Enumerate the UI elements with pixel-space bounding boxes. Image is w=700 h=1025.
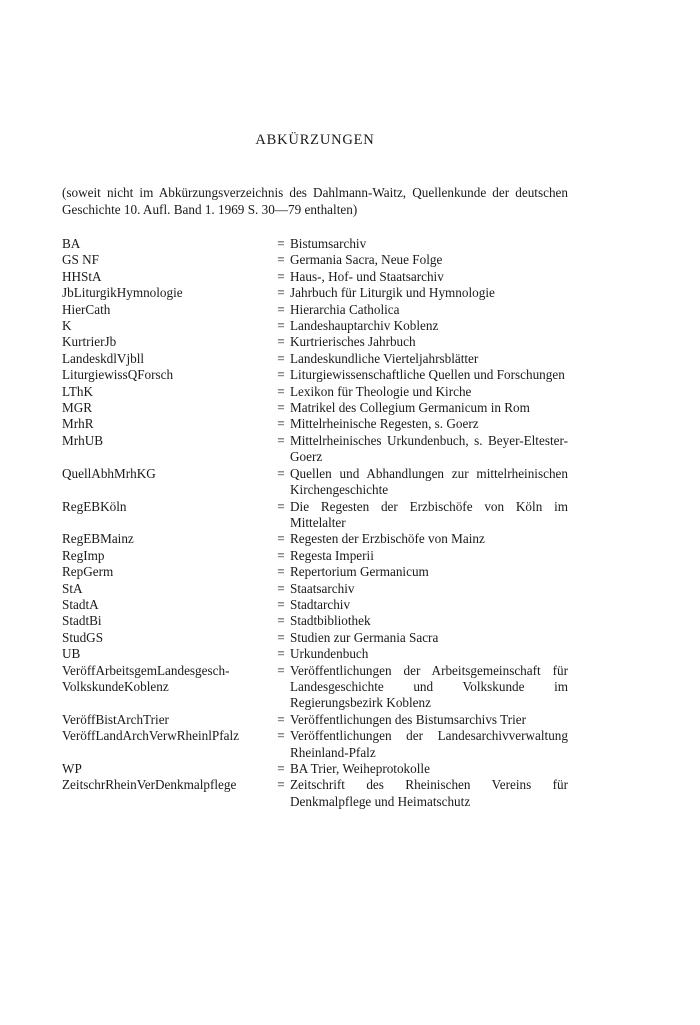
abbreviation-row <box>62 367 568 383</box>
abbreviation-term: RegEBMainz <box>62 531 134 547</box>
abbreviation-definition: Zeitschrift des Rheinischen Vereins für Denkmalpflege und Heimatschutz <box>290 777 568 809</box>
abbreviation-term: LiturgiewissQForsch <box>62 367 174 383</box>
page-title: ABKÜRZUNGEN <box>255 132 375 148</box>
equals-sign: = <box>277 564 285 580</box>
equals-sign: = <box>277 728 285 744</box>
abbreviation-row <box>62 564 568 580</box>
abbreviation-term: MrhUB <box>62 432 104 448</box>
abbreviation-term: ZeitschrRheinVerDenkmalpflege <box>62 777 237 793</box>
abbreviation-row <box>62 252 568 268</box>
abbreviation-definition: Lexikon für Theologie und Kirche <box>290 383 472 399</box>
abbreviation-row <box>62 646 568 662</box>
abbreviation-definition: Bistumsarchiv <box>290 236 367 251</box>
equals-sign: = <box>277 367 285 383</box>
abbreviation-term: VeröffArbeitsgemLandesgesch- VolkskundeKoblenz <box>62 662 230 694</box>
abbreviation-term: MrhR <box>62 416 94 432</box>
abbreviation-term: K <box>62 318 72 334</box>
abbreviation-row <box>62 236 568 252</box>
abbreviation-definition: Quellen und Abhandlungen zur mittelrheinischen Kirchengeschichte <box>290 465 568 498</box>
equals-sign: = <box>277 465 285 481</box>
abbreviation-row <box>62 466 568 499</box>
abbreviation-row <box>62 433 568 466</box>
equals-sign: = <box>277 547 285 563</box>
abbreviation-definition: Jahrbuch für Liturgik und Hymnologie <box>290 285 495 301</box>
abbreviation-term: StadtBi <box>62 613 102 629</box>
abbreviation-term: RepGerm <box>62 564 114 580</box>
equals-sign: = <box>277 383 285 399</box>
equals-sign: = <box>277 318 285 334</box>
abbreviation-definition: Die Regesten der Erzbischöfe von Köln im Mittelalter <box>290 498 568 530</box>
abbreviation-row <box>62 548 568 564</box>
abbreviation-row <box>62 712 568 728</box>
abbreviation-row <box>62 613 568 629</box>
abbreviation-row <box>62 777 568 810</box>
abbreviation-row <box>62 531 568 547</box>
equals-sign: = <box>277 580 285 596</box>
equals-sign: = <box>277 268 285 284</box>
abbreviation-definition: Regesten der Erzbischöfe von Mainz <box>290 531 485 547</box>
abbreviation-term: StA <box>62 580 83 596</box>
abbreviation-row <box>62 285 568 301</box>
abbreviation-row <box>62 416 568 432</box>
abbreviation-row <box>62 384 568 400</box>
equals-sign: = <box>277 334 285 350</box>
abbreviation-term: HHStA <box>62 268 102 284</box>
equals-sign: = <box>277 301 285 317</box>
abbreviation-definition: Veröffentlichungen der Arbeitsgemeinschaft für Landesgeschichte und Volkskunde im Regierungsbezirk Koblenz <box>290 662 568 711</box>
abbreviation-definition: Regesta Imperii <box>290 547 374 563</box>
abbreviation-definition: Kurtrierisches Jahrbuch <box>290 334 416 350</box>
abbreviation-definition: Mittelrheinische Regesten, s. Goerz <box>290 416 479 432</box>
abbreviation-definition: Stadtarchiv <box>290 596 351 612</box>
equals-sign: = <box>277 531 285 547</box>
abbreviation-definition: Germania Sacra, Neue Folge <box>290 252 443 268</box>
equals-sign: = <box>277 711 285 727</box>
abbreviation-row <box>62 400 568 416</box>
abbreviation-definition: Stadtbibliothek <box>290 613 371 629</box>
abbreviation-row <box>62 581 568 597</box>
abbreviation-term: StadtA <box>62 596 99 612</box>
abbreviation-term: LandeskdlVjbll <box>62 350 145 366</box>
abbreviation-row <box>62 269 568 285</box>
abbreviation-row <box>62 663 568 712</box>
equals-sign: = <box>277 498 285 514</box>
equals-sign: = <box>277 777 285 793</box>
abbreviation-term: HierCath <box>62 301 111 317</box>
abbreviation-term: VeröffBistArchTrier <box>62 711 169 727</box>
abbreviation-definition: Haus-, Hof- und Staatsarchiv <box>290 268 444 284</box>
abbreviation-definition: Mittelrheinisches Urkundenbuch, s. Beyer-Eltester-Goerz <box>290 432 568 465</box>
abbreviation-term: VeröffLandArchVerwRheinlPfalz <box>62 728 239 744</box>
abbreviation-term: StudGS <box>62 629 104 645</box>
equals-sign: = <box>277 432 285 448</box>
abbreviation-definition: Landeshauptarchiv Koblenz <box>290 318 439 334</box>
abbreviation-row <box>62 597 568 613</box>
equals-sign: = <box>277 629 285 645</box>
equals-sign: = <box>277 400 285 416</box>
abbreviation-term: LThK <box>62 383 94 399</box>
abbreviation-term: JbLiturgikHymnologie <box>62 285 183 301</box>
equals-sign: = <box>277 416 285 432</box>
abbreviation-definition: BA Trier, Weiheprotokolle <box>290 761 430 776</box>
abbreviation-row <box>62 318 568 334</box>
abbreviation-term: GS NF <box>62 252 100 268</box>
abbreviation-row <box>62 728 568 761</box>
abbreviation-row <box>62 351 568 367</box>
abbreviation-term: KurtrierJb <box>62 334 117 350</box>
abbreviation-term: WP <box>62 761 82 776</box>
abbreviation-term: RegEBKöln <box>62 498 127 514</box>
equals-sign: = <box>277 662 285 678</box>
equals-sign: = <box>277 596 285 612</box>
abbreviation-term: MGR <box>62 400 93 416</box>
abbreviation-row <box>62 630 568 646</box>
equals-sign: = <box>277 350 285 366</box>
abbreviation-term: RegImp <box>62 547 105 563</box>
abbreviation-term: QuellAbhMrhKG <box>62 465 156 481</box>
equals-sign: = <box>277 761 285 776</box>
equals-sign: = <box>277 285 285 301</box>
abbreviation-row <box>62 334 568 350</box>
intro-note: (soweit nicht im Abkürzungsverzeichnis des Dahlmann-Waitz, Quellenkunde der deutschen Geschichte 10. Aufl. Band 1. 1969 S. 30—79 enthalten) <box>62 185 568 217</box>
equals-sign: = <box>277 252 285 268</box>
abbreviation-definition: Liturgiewissenschaftliche Quellen und Forschungen <box>290 367 565 383</box>
abbreviation-definition: Landeskundliche Vierteljahrsblätter <box>290 350 479 366</box>
abbreviation-definition: Studien zur Germania Sacra <box>290 629 439 645</box>
abbreviation-term: BA <box>62 236 81 251</box>
abbreviation-definition: Staatsarchiv <box>290 580 355 596</box>
equals-sign: = <box>277 236 285 251</box>
abbreviation-row <box>62 761 568 777</box>
abbreviation-definition: Veröffentlichungen des Bistumsarchivs Trier <box>290 711 527 727</box>
abbreviation-row <box>62 302 568 318</box>
abbreviation-definition: Veröffentlichungen der Landesarchivverwaltung Rheinland-Pfalz <box>290 728 568 760</box>
abbreviation-term: UB <box>62 646 81 662</box>
abbreviation-list <box>62 236 568 810</box>
equals-sign: = <box>277 646 285 662</box>
abbreviation-definition: Repertorium Germanicum <box>290 564 429 580</box>
abbreviation-definition: Matrikel des Collegium Germanicum in Rom <box>290 400 530 416</box>
equals-sign: = <box>277 613 285 629</box>
abbreviation-row <box>62 499 568 532</box>
abbreviation-definition: Urkundenbuch <box>290 646 369 662</box>
abbreviation-definition: Hierarchia Catholica <box>290 301 400 317</box>
